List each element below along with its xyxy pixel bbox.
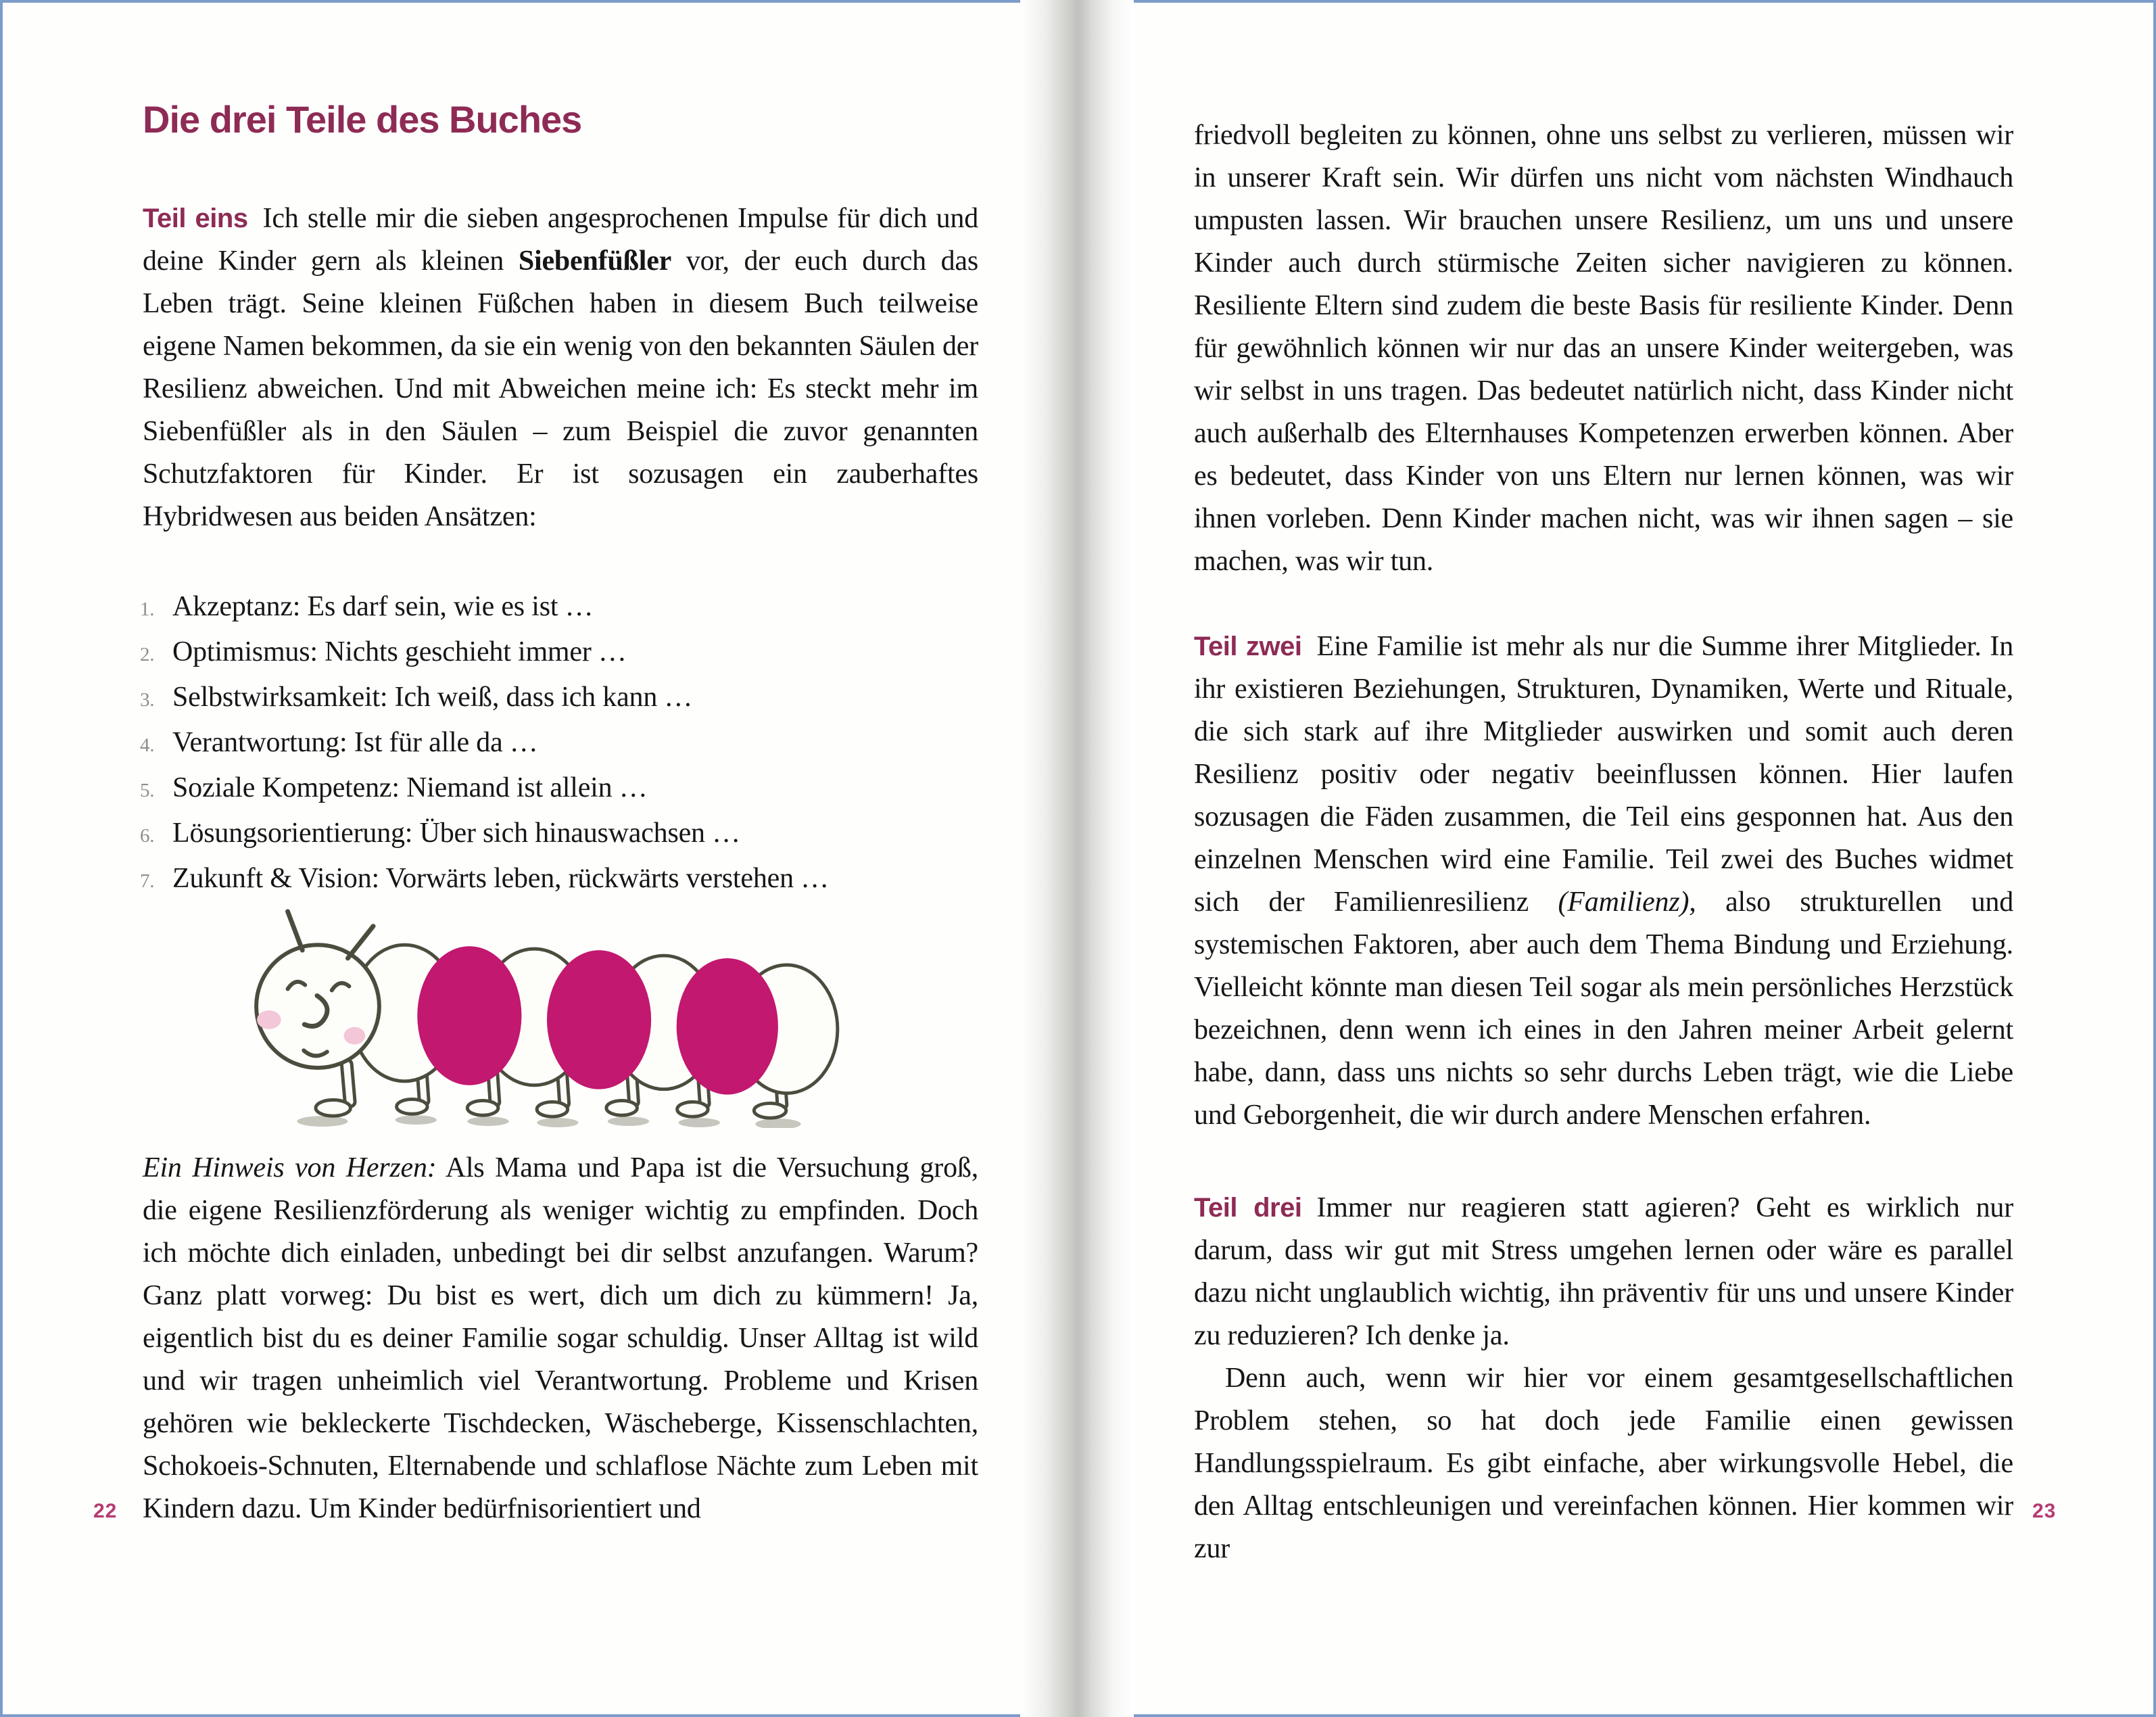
left-page: [0, 0, 1023, 1717]
list-number: 5.: [140, 780, 155, 801]
hint-lead: Ein Hinweis von Herzen:: [143, 1152, 437, 1183]
list-number: 3.: [140, 689, 155, 711]
list-item: [140, 676, 978, 722]
list-number: 4.: [140, 734, 155, 756]
list-text: Selbstwirksamkeit: Ich weiß, dass ich kann …: [172, 682, 693, 713]
list-text: Soziale Kompetenz: Niemand ist allein …: [172, 772, 648, 803]
caterpillar-head: [256, 912, 379, 1068]
antenna-left-icon: [288, 912, 303, 950]
page-number-right: 23: [2032, 1500, 2057, 1522]
list-text: Zukunft & Vision: Vorwärts leben, rückwärts verstehen …: [172, 863, 829, 894]
part-two-text-before: Eine Familie ist mehr als nur die Summe ihrer Mitglieder. In ihr existieren Beziehungen, Strukturen, Dynamiken, Werte und Rituale, die sich stark auf ihre Mitglieder auswirken und somit auch deren Resilienz positiv oder negativ beeinflussen können. Hier laufen sozusagen die Fäden zusammen, die Teil eins gesponnen hat. Aus den einzelnen Menschen wird eine Familie. Teil zwei des Buches widmet sich der Familienresilienz: [1194, 631, 2013, 918]
right-page: [1134, 0, 2156, 1717]
siebenfuessler-term: Siebenfüßler: [518, 245, 672, 277]
list-text: Optimismus: Nichts geschieht immer …: [172, 636, 627, 667]
part-two-label: Teil zwei: [1194, 632, 1302, 661]
gutter-shadow: [1020, 0, 1134, 1717]
cheek-right: [344, 1027, 366, 1045]
intro-paragraph: [143, 197, 978, 538]
antenna-right-icon: [348, 926, 373, 958]
list-number: 1.: [140, 598, 155, 620]
list-item: [140, 857, 978, 903]
list-text: Verantwortung: Ist für alle da …: [172, 727, 538, 758]
caterpillar-illustration: [246, 901, 844, 1128]
list-number: 2.: [140, 644, 155, 665]
list-item: [140, 767, 978, 812]
list-number: 6.: [140, 825, 155, 847]
intro-text-after: vor, der euch durch das Leben trägt. Seine kleinen Füßchen haben in diesem Buch teilweise eigene Namen bekommen, da sie ein wenig von den bekannten Säulen der Resilienz abweichen. Und mit Abweichen meine ich: Es steckt mehr im Siebenfüßler als in den Säulen – zum Beispiel die zuvor genannten Schutzfaktoren für Kinder. Er ist sozusagen ein zauberhaftes Hybridwesen aus beiden Ansätzen:: [143, 245, 978, 532]
intro-text-before: Ich stelle mir die sieben angesprochenen Impulse für dich und deine Kinder gern als kleinen: [143, 203, 978, 277]
list-item: [140, 586, 978, 631]
part-three-paragraph: [1194, 1187, 2013, 1570]
part-one-label: Teil eins: [143, 204, 248, 233]
chapter-title: Die drei Teile des Buches: [143, 98, 582, 141]
part-three-label: Teil drei: [1194, 1193, 1302, 1223]
caterpillar-magenta-segments: [417, 946, 778, 1094]
part-three-indented-text: Denn auch, wenn wir hier vor einem gesamtgesellschaftlichen Problem stehen, so hat doch jede Familie einen gewissen Handlungsspielraum. Es gibt einfache, aber wirkungsvolle Hebel, die den Alltag entschleunigen und vereinfachen können. Hier kommen wir zur: [1194, 1363, 2013, 1564]
list-item: [140, 812, 978, 857]
part-two-paragraph: [1194, 626, 2013, 1137]
list-text: Akzeptanz: Es darf sein, wie es ist …: [172, 591, 594, 622]
part-three-text: Immer nur reagieren statt agieren? Geht es wirklich nur darum, dass wir gut mit Stress umgehen lernen oder wäre es parallel dazu nicht unglaublich wichtig, ihn präventiv für uns und unsere Kinder zu reduzieren? Ich denke ja.: [1194, 1192, 2013, 1351]
list-number: 7.: [140, 870, 155, 892]
familienz-term: (Familienz),: [1558, 887, 1696, 918]
hint-text: Als Mama und Papa ist die Versuchung groß, die eigene Resilienzförderung als weniger wichtig zu empfinden. Doch ich möchte dich einladen, unbedingt bei dir selbst anzufangen. Warum? Ganz platt vorweg: Du bist es wert, dich um dich zu kümmern! Ja, eigentlich bist du es deiner Familie sogar schuldig. Unser Alltag ist wild und wir tragen unheimlich viel Verantwortung. Probleme und Krisen gehören wie bekleckerte Tischdecken, Wäscheberge, Kissenschlachten, Schokoeis-Schnuten, Elternabende und schlaflose Nächte zum Leben mit Kindern dazu. Um Kinder bedürfnisorientiert und: [143, 1152, 978, 1524]
hint-paragraph: [143, 1147, 978, 1530]
list-text: Lösungsorientierung: Über sich hinauswachsen …: [172, 818, 740, 849]
list-item: [140, 722, 978, 767]
page-number-left: 22: [93, 1500, 118, 1522]
list-item: [140, 631, 978, 676]
continuation-paragraph: friedvoll begleiten zu können, ohne uns selbst zu verlieren, müssen wir in unserer Kraft sein. Wir dürfen uns nicht vom nächsten Windhauch umpusten lassen. Wir brauchen unsere Resilienz, um uns und unsere Kinder auch durch stürmische Zeiten sicher navigieren zu können. Resiliente Eltern sind zudem die beste Basis für resiliente Kinder. Denn für gewöhnlich können wir nur das an unsere Kinder weitergeben, was wir selbst in uns tragen. Das bedeutet natürlich nicht, dass Kinder nicht auch außerhalb des Elternhauses Kompetenzen erwerben können. Aber es bedeutet, dass Kinder von uns Eltern nur lernen können, was wir ihnen vorleben. Denn Kinder machen nicht, was wir ihnen sagen – sie machen, was wir tun.: [1194, 120, 2013, 577]
impulse-list: [140, 586, 978, 903]
part-two-text-after: also strukturellen und systemischen Faktoren, aber auch dem Thema Bindung und Erziehung. Vielleicht könnte man diesen Teil sogar als mein persönliches Herzstück bezeichnen, denn wenn ich eines in den Jahren meiner Arbeit gelernt habe, dann, dass uns nichts so sehr durchs Leben trägt, wie die Liebe und Geborgenheit, die wir durch andere Menschen erfahren.: [1194, 887, 2013, 1131]
cheek-left: [257, 1010, 281, 1029]
